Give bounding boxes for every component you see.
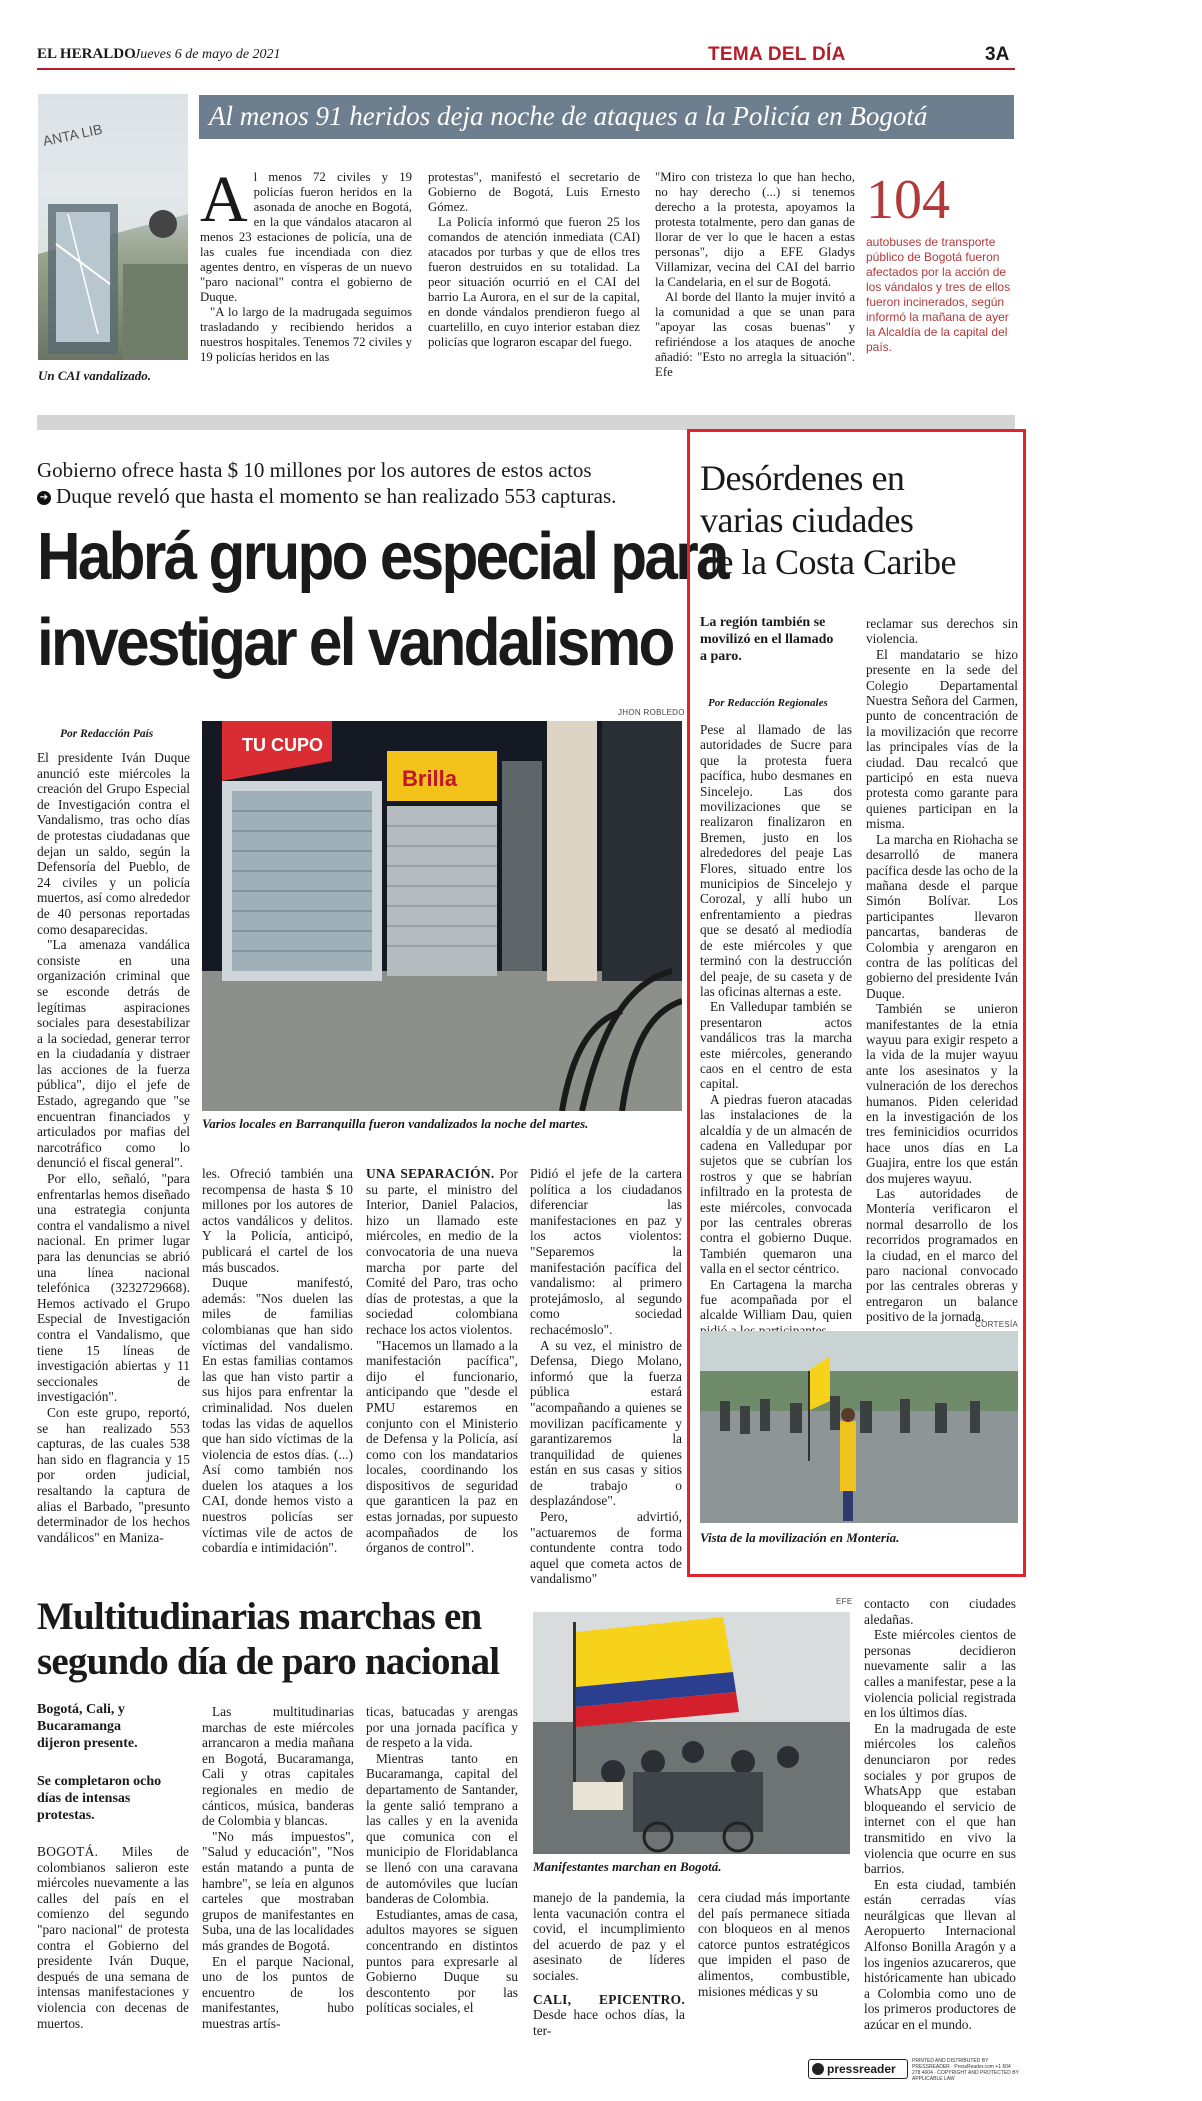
sidebar-col-1: Pese al llamado de las autoridades de Sucre para que la protesta fuera pacífica, hubo desmanes en Sincelejo. Las dos movilizaciones que se realizaron finalizaron en Bremen, justo en los alrededores del peaje Las Flores, situado entre los municipios de Sincelejo y Corozal, y allí hubo un enfrentamiento a piedras que se desató al mediodía de este miércoles y que terminó con la destrucción del peaje, de su caseta y de las oficinas alternas a este. En Valledupar también se presentaron actos vandálicos tras la marcha este miércoles, generando caos en el centro de esta capital. A piedras fueron atacadas las instalaciones de la alcaldía y de un almacén de cadena en Valledupar por sujetos que se cubrían los rostros y que se habrían infiltrado en la protesta de este miércoles, convocada por las centrales obreras contra el gobierno Duque. También quemaron una valla en el sector céntrico. En Cartagena la marcha fue acompañada por el alcalde William Dau, quien	[700, 722, 852, 1323]
sidebar-deck: La región también se movilizó en el llamado a paro.	[700, 615, 834, 664]
bottom-col-5: cera ciudad más importante del país permanece sitiada con bloqueos en al menos catorce puntos estratégicos que impiden el paso de alimentos, combustible, misiones médicas y su	[698, 1890, 850, 1999]
barranquilla-photo	[202, 721, 682, 1111]
main-photo-credit: JHON ROBLEDO	[618, 708, 685, 717]
main-kicker: Gobierno ofrece hasta $ 10 millones por los autores de estos actos	[37, 458, 592, 482]
bottom-headline-2: segundo día de paro nacional	[37, 1640, 500, 1683]
sidebar-headline-3: de la Costa Caribe	[700, 542, 956, 582]
bogota-march-photo	[533, 1612, 850, 1854]
main-headline-1: Habrá grupo especial para	[37, 519, 727, 594]
main-subkicker: ➔ Duque reveló que hasta el momento se han realizado 553 capturas.	[37, 484, 616, 509]
top-col-3: "Miro con tristeza lo que han hecho, no hay derecho (...) si tenemos derecho a la protesta, apoyamos la protesta totalmente, pero dan ganas de llorar de ver lo que le hacen a estas personas", dijo a EFE Gladys Villamizar, vecina del CAI del barrio la Candelaria, en el sur de Bogotá. Al borde del llanto la mujer invitó a la comunidad a que se unan para "apoyar las cosas buenas" y refiriéndose a los ataques de anoche añadió: "Esto no arregla la situación". Efe	[655, 170, 855, 379]
bottom-deck-2: Se completaron ocho días de intensas protestas.	[37, 1774, 162, 1823]
main-col-4: Pidió el jefe de la cartera política a los ciudadanos diferenciar las manifestaciones en paz y los actos violentos: "Separemos la manifestación pacífica del vandalismo: al primero protejámoslo, al segundo como sociedad rechacémoslo". A su vez, el ministro de Defensa, Diego Molano, informó que la fuerza pública estará "acompañando a quienes se movilizan pacíficamente y garantizaremos la tranquilidad de quienes están en sus casas y sitios de trabajo o desplazándose". Pero, advirtió, "actuaremos de forma contundente contra todo aquel que cometa actos de vandalismo"	[530, 1166, 682, 1587]
main-col-1: El presidente Iván Duque anunció este miércoles la creación del Grupo Especial de Investigación contra el Vandalismo, tras ocho días de protestas ciudadanas que dejan un saldo, según la Defensoría del Pueblo, de 24 civiles y un policía muertos, así como alrededor de 40 personas reportadas como desaparecidas. "La amenaza vandálica consiste en una organización criminal que se esconde detrás de legítimas aspiraciones sociales para desestabilizar a la sociedad, generar terror en la ciudadanía y distraer las acciones de la fuerza pública", dijo el jefe de Estado, agregando que "se encuentran financiados y articulados por mafias del narcotráfico como lo denunció el fiscal general". Por ello, señaló, "para enfrentarlas hemos diseñado una estrategia conjunta contra el vandalismo a nivel nacional. En primer lugar para las denuncias se abrió una línea nacional telefónica (3232729668). Hemos activado el Grupo Especial de Investigación contra el Vandalismo, que tiene 15 líneas de investigación abiertas y 11 seccionales de investigación". Con este grupo, reportó, se han realizado 553 capturas, de las cuales 538 han sido en flagrancia y 15 por orden judicial, resaltando la captura de alias el Barbado, "presunto determinador de los hechos vandálicos" en Maniza-	[37, 750, 190, 1545]
bottom-col-3: ticas, batucadas y arengas por una jornada pacífica y de respeto a la vida. Mientras tanto en Bucaramanga, capital del departamento de Santander, la gente salió temprano a las calles y en la avenida que comunica con el municipio de Floridablanca se llenó con una caravana de automóviles que lucían banderas de Colombia. Estudiantes, amas de casa, adultos mayores se siguen concentrando en distintos puntos para expresarle al Gobierno Duque su descontento por las políticas sociales, el	[366, 1704, 518, 2016]
stat-number: 104	[866, 169, 950, 231]
top-col-2: protestas", manifestó el secretario de Gobierno de Bogotá, Luis Ernesto Gómez. La Policía informó que fueron 25 los comandos de atención inmediata (CAI) atacados por turbas y que de ellos tres fueron destruidos en su totalidad. La peor situación ocurrió en el CAI del barrio La Aurora, en el sur de la capital, en donde vándalos prendieron fuego al cuartelillo, en cuyo interior estaban diez policías que lograron escapar del fuego.	[428, 170, 640, 349]
pressreader-icon	[812, 2063, 824, 2075]
main-col-3: UNA SEPARACIÓN. Por su parte, el ministro del Interior, Daniel Palacios, hizo un llamado este miércoles, en medio de la convocatoria de una nueva marcha por parte del Comité del Paro, tras ocho días de protestas, a que la sociedad colombiana rechace los actos violentos. "Hacemos un llamado a la manifestación pacífica", dijo el funcionario, anticipando que "desde el PMU estaremos en conjunto con el Ministerio de Defensa y la Policía, así como con los mandatarios locales, coordinando los dispositivos de seguridad que garanticen la paz en estas jornadas, por supuesto acompañados de los órganos de control".	[366, 1166, 518, 1556]
masthead: EL HERALDO	[37, 46, 136, 62]
issue-date: Jueves 6 de mayo de 2021	[134, 47, 281, 62]
cai-photo-caption: Un CAI vandalizado.	[38, 368, 152, 383]
bottom-col-1: BOGOTÁ. Miles de colombianos salieron este miércoles nuevamente a las calles del país en el comienzo del segundo "paro nacional" de protesta contra el Gobierno del presidente Iván Duque, después de una semana de intensas manifestaciones y violencia con decenas de muertos.	[37, 1844, 189, 2031]
sidebar-headline-1: Desórdenes en	[700, 458, 905, 498]
svg-text:TU CUPO: TU CUPO	[242, 735, 323, 755]
bottom-col-6: contacto con ciudades aledañas. Este miércoles cientos de personas decidieron nuevamente salir a las calles a manifestar, pese a la violencia policial registrada en los últimos días. En la madrugada de este miércoles los caleños denunciaron por redes sociales y por grupos de WhatsApp que estaban bloqueando el servicio de internet con el que han transmitido en vivo la violencia que ocurre en sus barrios. En esta ciudad, también están cerradas vías neurálgicas que llevan al Aeropuerto Internacional Alfonso Bonilla Aragón y a los ingenios azucareros, que históricamente han ubicado a Colombia como uno de los primeros productores de azúcar en el mundo.	[864, 1596, 1016, 2033]
sidebar-headline-2: varias ciudades	[700, 500, 914, 540]
section-title: TEMA DEL DÍA	[708, 44, 846, 65]
main-col-2: les. Ofreció también una recompensa de hasta $ 10 millones por los autores de actos vandálicos y delitos. Y la Policía, anticipó, publicará el cartel de los más buscados. Duque manifestó, además: "Nos duelen las miles de familias colombianas que han sido víctimas del vandalismo. En estas familias contamos las que han visto partir a sus hijos para enfrentar la criminalidad. Nos duelen todas las vidas de aquellos que han sido víctimas de la violencia de estos días. (...) Así como también nos duelen los ataques a los CAI, donde hemos visto a nuestros policías ser víctimas vile de actos de cobardía e intimidación".	[202, 1166, 353, 1556]
arrow-right-icon: ➔	[37, 491, 51, 505]
drop-cap: A	[200, 163, 248, 236]
monteria-caption: Vista de la movilización en Montería.	[700, 1530, 900, 1545]
sidebar-byline: Por Redacción Regionales	[708, 697, 828, 709]
page-number: 3A	[985, 44, 1010, 65]
bogota-march-caption: Manifestantes marchan en Bogotá.	[533, 1859, 722, 1874]
stat-text: autobuses de transporte público de Bogotá fueron afectados por la acción de los vándalos y tres de ellos fueron incinerados, según informó la mañana de ayer la Alcaldía de la capital del país.	[866, 235, 1011, 354]
pressreader-logo: pressreader	[808, 2059, 908, 2079]
svg-text:ANTA LIB: ANTA LIB	[41, 120, 104, 149]
bottom-headline-1: Multitudinarias marchas en	[37, 1595, 482, 1638]
monteria-photo	[700, 1331, 1018, 1523]
cai-photo	[38, 94, 188, 360]
main-headline-2: investigar el vandalismo	[37, 605, 673, 680]
section-divider	[37, 415, 1015, 430]
main-byline: Por Redacción País	[60, 728, 154, 740]
sidebar-photo-credit: CORTESÍA	[975, 1320, 1019, 1329]
top-col-1: Al menos 72 civiles y 19 policías fueron heridos en la asonada de anoche en Bogotá, en la que vándalos atacaron al menos 23 estaciones de policía, una de las cuales fue incendiada con diez agentes dentro, en vísperas de un nuevo "paro nacional" contra el gobierno de Duque. "A lo largo de la madrugada seguimos trasladando y recibiendo heridos a nuestros hospitales. Tenemos 72 civiles y 19 policías heridos en las	[200, 163, 412, 364]
header-rule	[37, 68, 1015, 70]
bottom-col-2: Las multitudinarias marchas de este miércoles arrancaron a media mañana en Bogotá, Bucaramanga, Cali y otras capitales regionales en medio de cánticos, música, banderas de Colombia y blancas. "No más impuestos", "Salud y educación", "Nos están matando a punta de hambre", se leía en algunos carteles que mostraban grupos de manifestantes en Suba, una de las localidades más grandes de Bogotá. En el parque Nacional, uno de los puntos de encuentro de los manifestantes, hubo muestras artís-	[202, 1704, 354, 2031]
barranquilla-caption: Varios locales en Barranquilla fueron vandalizados la noche del martes.	[202, 1116, 589, 1131]
sidebar-col-2: reclamar sus derechos sin violencia. El mandatario se hizo presente en la sede del Colegio Departamental Nuestra Señora del Carmen, punto de concentración de la movilización que recorre las principales vías de la ciudad. Dau recalcó que participó en esta nueva protesta como garante para quienes participan en la misma. La marcha en Riohacha se desarrolló de manera pacífica desde las ocho de la mañana desde el parque Simón Bolívar. Los participantes llevaron pancartas, banderas de Colombia y arengaron en contra de las políticas del gobierno del presidente Iván Duque. También se unieron manifestantes de la etnia wayuu para exigir respeto a la vida de la mujer wayuu ante los asesinatos y la vulneración de los derechos humanos. Piden celeridad en la investigación de los tres feminicidios ocurridos hace unos días en La Guajira, entre los que están dos mujeres wayuu. Las autoridades de Montería verificaron el normal desarrollo de los recorridos programados en la ciudad, en el marco del paro nacional convocado por las centrales obreras y entregaron un balance positivo de la jornada.	[866, 616, 1018, 1325]
bottom-col-4: manejo de la pandemia, la lenta vacunación contra el covid, el incumplimiento del acuerdo de paz y el asesinato de líderes sociales. CALI, EPICENTRO. Desde hace ochos días, la ter-	[533, 1890, 685, 2038]
top-headline: Al menos 91 heridos deja noche de ataques a la Policía en Bogotá	[209, 101, 928, 131]
svg-text:Brilla: Brilla	[402, 766, 458, 791]
bottom-photo-credit: EFE	[836, 1597, 853, 1606]
footer-legal: PRINTED AND DISTRIBUTED BY PRESSREADER · PressReader.com +1 604 278 4604 · COPYRIGHT AND PROTECTED BY APPLICABLE LAW	[912, 2058, 1019, 2082]
bottom-deck-1: Bogotá, Cali, y Bucaramanga dijeron presente.	[37, 1702, 138, 1751]
